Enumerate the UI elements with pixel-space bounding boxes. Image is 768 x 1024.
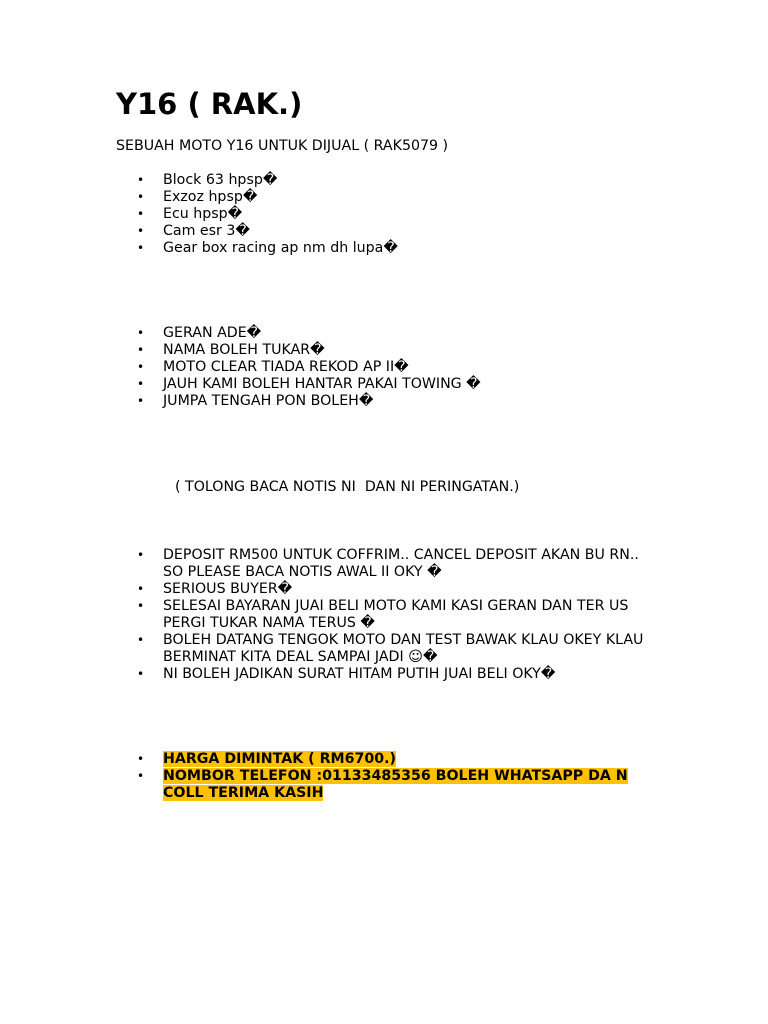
price-item [0,751,653,768]
rules-list [0,547,768,683]
contact-item [0,768,653,802]
list-item: • NI BOLEH JADIKAN SURAT HITAM PUTIH JUAI BELI OKY� [0,666,653,683]
notice-text: ( TOLONG BACA NOTIS NI DAN NI PERINGATAN.) [175,479,520,495]
list-item: • BOLEH DATANG TENGOK MOTO DAN TEST BAWAK KLAU OKEY KLAU BERMINAT KITA DEAL SAMPAI JADI ☺� [0,632,653,666]
list-item: • Exzoz hpsp� [0,189,653,206]
list-item: • GERAN ADE� [0,325,653,342]
specs-list [0,172,768,257]
list-item: • Ecu hpsp� [0,206,653,223]
list-item: • Block 63 hpsp� [0,172,653,189]
contact-highlight: NOMBOR TELEFON :01133485356 BOLEH WHATSAPP DA N COLL TERIMA KASIH [163,768,628,801]
list-item: • JUMPA TENGAH PON BOLEH� [0,393,653,410]
document-subtitle: SEBUAH MOTO Y16 UNTUK DIJUAL ( RAK5079 ) [116,138,449,154]
list-item: • SERIOUS BUYER� [0,581,653,598]
list-item: • MOTO CLEAR TIADA REKOD AP II� [0,359,653,376]
list-item: • Cam esr 3� [0,223,653,240]
price-contact-list [0,751,768,802]
list-item: • NAMA BOLEH TUKAR� [0,342,653,359]
list-item: • Gear box racing ap nm dh lupa� [0,240,653,257]
price-highlight: HARGA DIMINTAK ( RM6700.) [163,751,396,767]
list-item: • SELESAI BAYARAN JUAI BELI MOTO KAMI KASI GERAN DAN TER US PERGI TUKAR NAMA TERUS � [0,598,653,632]
list-item: • JAUH KAMI BOLEH HANTAR PAKAI TOWING � [0,376,653,393]
document-title: Y16 ( RAK.) [116,87,303,121]
list-item: • DEPOSIT RM500 UNTUK COFFRIM.. CANCEL DEPOSIT AKAN BU RN.. SO PLEASE BACA NOTIS AWAL II OKY � [0,547,653,581]
conditions-list [0,325,768,410]
